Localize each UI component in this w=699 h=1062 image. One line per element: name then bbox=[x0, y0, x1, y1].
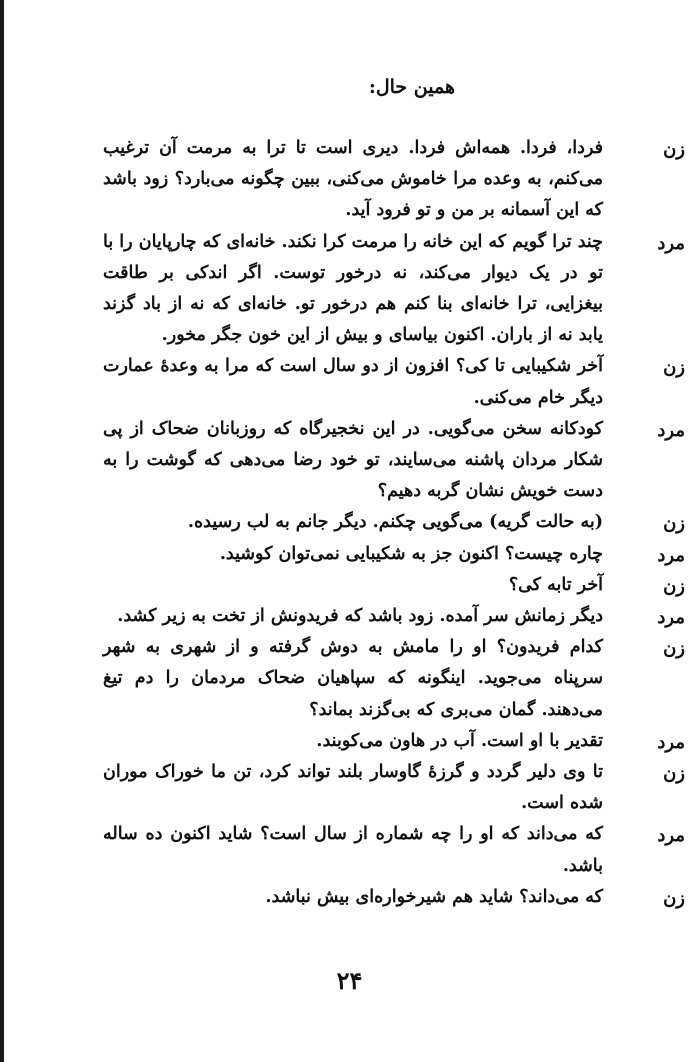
speaker-label: زن bbox=[663, 638, 685, 660]
speech-text: فردا، فردا. همه‌اش فردا. دیری است تا ترا به مرمت آن ترغیب می‌کنم، به وعده مرا خاموش می‌کنی، ببین چگونه می‌بارد؟ زود باشد که این آسمانه بر من و تو فرود آید. bbox=[103, 138, 603, 221]
speaker-label: زن bbox=[663, 513, 685, 535]
speaker-label: مرد bbox=[657, 607, 685, 629]
dialogue-line bbox=[103, 757, 685, 819]
dialogue-line bbox=[103, 819, 685, 881]
dialogue-line bbox=[103, 539, 685, 570]
speaker-label: مرد bbox=[657, 232, 685, 254]
speech-text: کدام فریدون؟ او را مامش به دوش گرفته و از شهری به شهر سرپناه می‌جوید. اینگونه که سپاهیان ضحاک مردمان را دم تیغ می‌دهند. گمان می‌بری که بی‌گزند بماند؟ bbox=[103, 637, 603, 720]
scene-heading: همین حال: bbox=[368, 76, 455, 98]
speaker-label: مرد bbox=[657, 825, 685, 847]
dialogue-block bbox=[103, 133, 685, 913]
speech-text: چند ترا گویم که این خانه را مرمت کرا نکند. خانه‌ای که چارپایان را با تو در یک دیوار می‌کند، نه درخور توست. اگر اندکی بر طاقت بیغزایی، ترا خانه‌ای بنا کنم هم درخور تو. خانه‌ای که نه از باد گزند یابد نه از باران. اکنون بیاسای و بیش از این خون جگر مخور. bbox=[103, 231, 603, 346]
dialogue-line bbox=[103, 570, 685, 601]
dialogue-line bbox=[103, 726, 685, 757]
speech-text: تقدیر با او است. آب در هاون می‌کوبند. bbox=[316, 730, 603, 751]
dialogue-line bbox=[103, 414, 685, 508]
speaker-label: مرد bbox=[657, 419, 685, 441]
dialogue-line bbox=[103, 632, 685, 726]
speaker-label: مرد bbox=[657, 731, 685, 753]
speaker-label: زن bbox=[663, 357, 685, 379]
speaker-label: زن bbox=[663, 763, 685, 785]
dialogue-line bbox=[103, 601, 685, 632]
page-number: ۲۴ bbox=[336, 966, 363, 995]
speaker-label: زن bbox=[663, 575, 685, 597]
speech-text: دیگر زمانش سر آمده. زود باشد که فریدونش از تخت به زیر کشد. bbox=[117, 606, 603, 627]
speech-text: که می‌داند که او را چه شماره از سال است؟ شاید اکنون ده ساله باشد. bbox=[103, 824, 603, 876]
speech-text: کودکانه سخن می‌گویی. در این نخجیرگاه که روزبانان ضحاک از پی شکار مردان پاشنه می‌سایند، تو خود رضا می‌دهی که گوشت را به دست خویش نشان گربه دهیم؟ bbox=[103, 418, 603, 502]
dialogue-line bbox=[103, 507, 685, 538]
speaker-label: مرد bbox=[657, 544, 685, 566]
speech-text: تا وی دلیر گردد و گرزهٔ گاوسار بلند تواند کرد، تن ما خوراک موران شده است. bbox=[103, 762, 603, 814]
speaker-label: زن bbox=[663, 887, 685, 909]
dialogue-line bbox=[103, 882, 685, 913]
speech-text: آخر تابه کی؟ bbox=[508, 574, 603, 595]
speech-text: چاره چیست؟ اکنون جز به شکیبایی نمی‌توان کوشید. bbox=[219, 543, 603, 564]
speech-text: آخر شکیبایی تا کی؟ افزون از دو سال است که مرا به وعدهٔ عمارت دیگر خام می‌کنی. bbox=[103, 356, 603, 408]
speaker-label: زن bbox=[663, 139, 685, 160]
speech-text: (به حالت گریه) می‌گویی چکنم. دیگر جانم به لب رسیده. bbox=[187, 512, 603, 533]
dialogue-line bbox=[103, 351, 685, 413]
dialogue-line bbox=[103, 133, 685, 227]
speech-text: که می‌داند؟ شاید هم شیرخواره‌ای بیش نباشد. bbox=[265, 886, 603, 907]
dialogue-line bbox=[103, 227, 685, 352]
